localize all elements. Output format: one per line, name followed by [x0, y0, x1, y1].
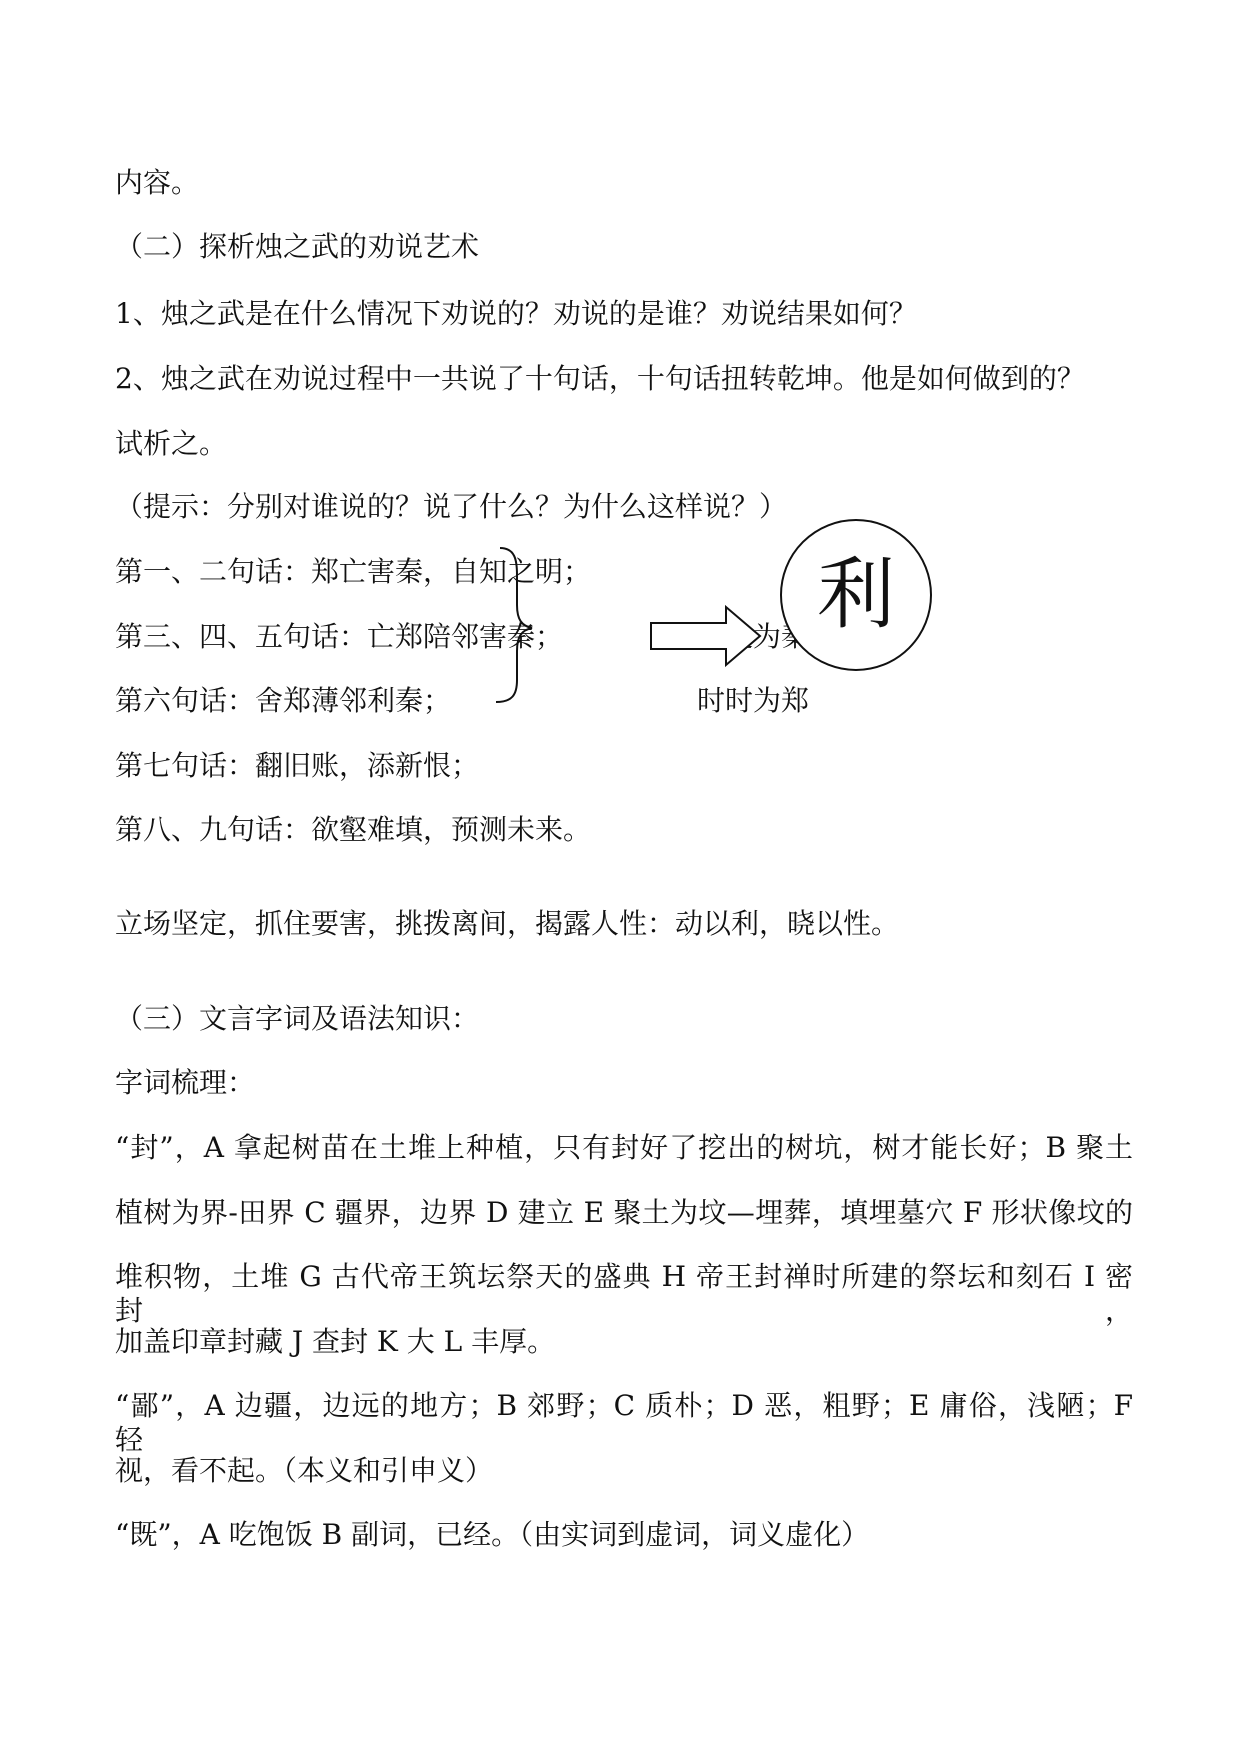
bi-definition-line: 视，看不起。（本义和引申义） [115, 1454, 494, 1487]
sentence-group-2: 第三、四、五句话：亡郑陪邻害秦； [115, 620, 564, 653]
circle-character-li: 利 [816, 550, 895, 640]
text-line: 内容。 [115, 166, 200, 199]
ji-definition-line: “既”，A 吃饱饭 B 副词，已经。（由实词到虚词，词义虚化） [115, 1518, 870, 1551]
feng-definition-line: 堆积物，土堆 G 古代帝王筑坛祭天的盛典 H 帝王封禅时所建的祭坛和刻石 I 密封， [115, 1260, 1133, 1327]
section-heading: （三）文言字词及语法知识： [115, 1002, 480, 1035]
sentence-group-1: 第一、二句话：郑亡害秦，自知之明； [115, 555, 592, 588]
sentence-group-4: 第七句话：翻旧账，添新恨； [115, 749, 480, 782]
question-2: 2、烛之武在劝说过程中一共说了十句话，十句话扭转乾坤。他是如何做到的？ [115, 362, 1085, 395]
diagram-text-for-zheng: 时时为郑 [697, 684, 810, 717]
hint-line: （提示：分别对谁说的？说了什么？为什么这样说？） [115, 490, 788, 523]
subheading: 字词梳理： [115, 1066, 256, 1099]
question-1: 1、烛之武是在什么情况下劝说的？劝说的是谁？劝说结果如何？ [115, 297, 917, 330]
feng-definition-line: “封”，A 拿起树苗在土堆上种植，只有封好了挖出的树坑，树才能长好；B 聚土 [115, 1131, 1133, 1164]
summary-line: 立场坚定，抓住要害，挑拨离间，揭露人性：动以利，晓以性。 [115, 907, 900, 940]
sentence-group-5: 第八、九句话：欲壑难填，预测未来。 [115, 813, 592, 846]
bi-definition-line: “鄙”，A 边疆，边远的地方；B 郊野；C 质朴；D 恶，粗野；E 庸俗，浅陋；F 轻 [115, 1389, 1133, 1456]
right-arrow-icon [651, 607, 760, 665]
feng-definition-line: 加盖印章封藏 J 查封 K 大 L 丰厚。 [115, 1325, 556, 1358]
feng-definition-line: 植树为界-田界 C 疆界，边界 D 建立 E 聚土为坟—埋葬，填埋墓穴 F 形状像坟的 [115, 1196, 1133, 1229]
section-heading: （二）探析烛之武的劝说艺术 [115, 230, 480, 263]
curly-brace-icon [496, 548, 532, 702]
question-2-cont: 试析之。 [115, 427, 228, 460]
sentence-group-3: 第六句话：舍郑薄邻利秦； [115, 684, 452, 717]
